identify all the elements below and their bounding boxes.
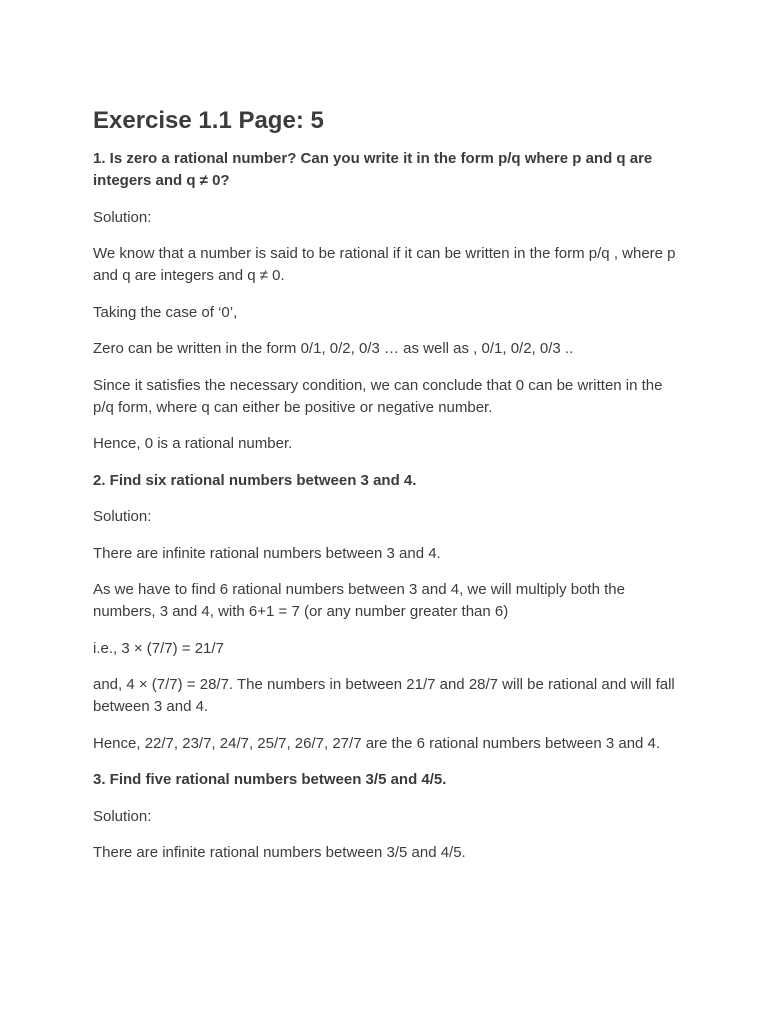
solution-label: Solution: <box>93 807 152 825</box>
body-paragraph: Zero can be written in the form 0/1, 0/2, 0/3 … as well as , 0/1, 0/2, 0/3 .. <box>93 340 574 357</box>
question-2: 2. Find six rational numbers between 3 and 4. <box>93 471 417 489</box>
body-paragraph: Hence, 22/7, 23/7, 24/7, 25/7, 26/7, 27/7 are the 6 rational numbers between 3 and 4. <box>93 734 661 752</box>
body-paragraph: As we have to find 6 rational numbers between 3 and 4, we will multiply both the numbers, 3 and 4, with 6+1 = 7 (or any number greater than 6) <box>93 581 625 620</box>
body-paragraph: There are infinite rational numbers between 3 and 4. <box>93 544 441 562</box>
body-paragraph: and, 4 × (7/7) = 28/7. The numbers in between 21/7 and 28/7 will be rational and will fall between 3 and 4. <box>93 676 675 715</box>
solution-label: Solution: <box>93 508 152 525</box>
body-paragraph: Since it satisfies the necessary condition, we can conclude that 0 can be written in the p/q form, where q can either be positive or negative number. <box>93 376 663 416</box>
body-paragraph: i.e., 3 × (7/7) = 21/7 <box>93 639 224 657</box>
question-3: 3. Find five rational numbers between 3/5 and 4/5. <box>93 771 447 788</box>
document-page <box>93 106 677 879</box>
body-paragraph: We know that a number is said to be rational if it can be written in the form p/q , where p and q are integers and q ≠ 0. <box>93 245 676 284</box>
body-paragraph: There are infinite rational numbers between 3/5 and 4/5. <box>93 844 466 861</box>
body-paragraph: Hence, 0 is a rational number. <box>93 435 293 452</box>
solution-label: Solution: <box>93 208 152 226</box>
page-title: Exercise 1.1 Page: 5 <box>93 107 324 134</box>
body-paragraph: Taking the case of ‘0’, <box>93 303 238 321</box>
question-1: 1. Is zero a rational number? Can you write it in the form p/q where p and q are integers and q ≠ 0? <box>93 150 653 189</box>
